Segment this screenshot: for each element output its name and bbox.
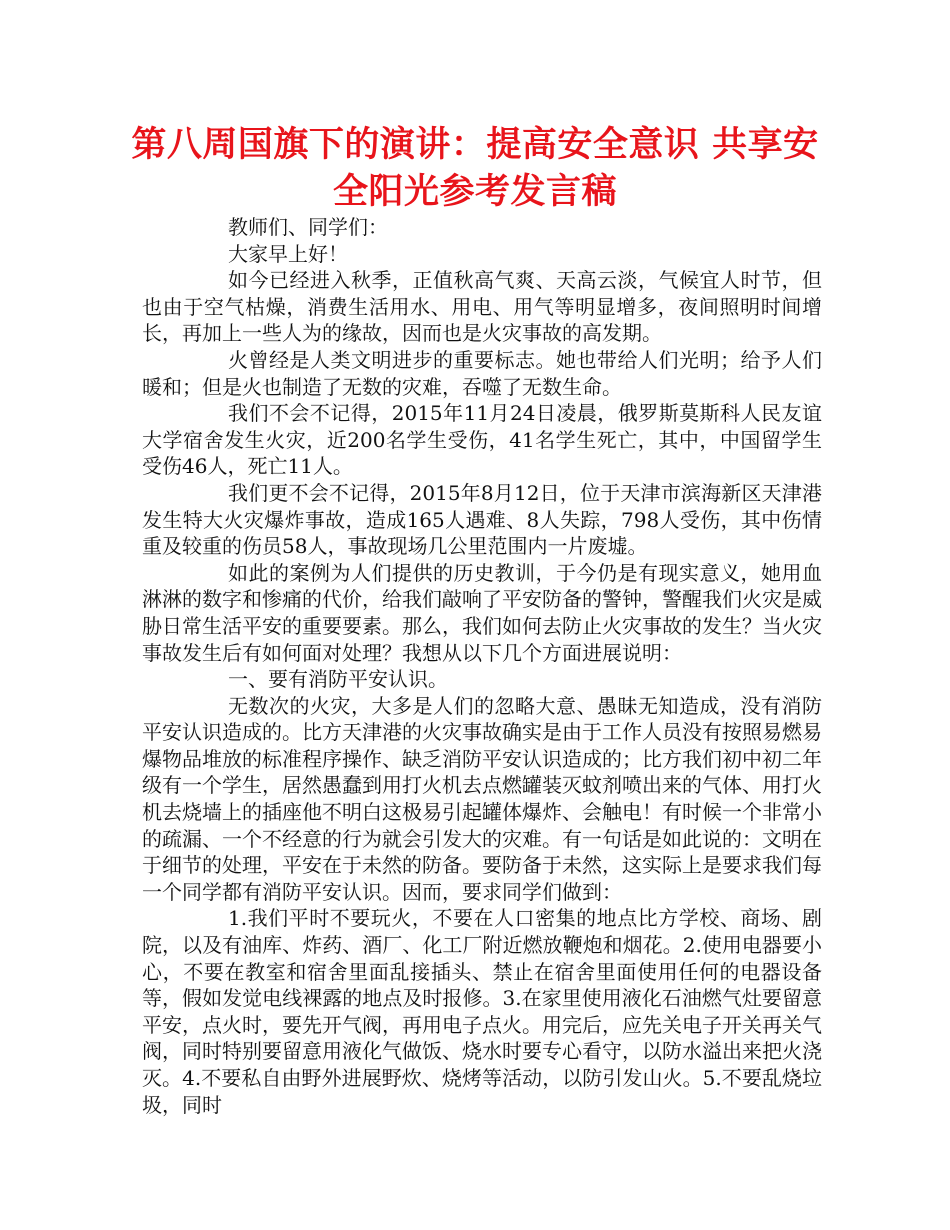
section-heading: 一、要有消防平安认识。	[228, 667, 448, 692]
body-paragraph: 火曾经是人类文明进步的重要标志。她也带给人们光明；给予人们暖和；但是火也制造了无数的灾难，吞噬了无数生命。	[142, 347, 822, 399]
body-paragraph: 如此的案例为人们提供的历史教训，于今仍是有现实意义，她用血淋淋的数字和惨痛的代价，给我们敲响了平安防备的警钟，警醒我们火灾是威胁日常生活平安的重要要素。那么，我们如何去防止火灾事故的发生？当火灾事故发生后有如何面对处理？我想从以下几个方面进展说明：	[142, 560, 822, 665]
body-paragraph: 我们不会不记得，2015年11月24日凌晨，俄罗斯莫斯科人民友谊大学宿舍发生火灾，近200名学生受伤，41名学生死亡，其中，中国留学生受伤46人，死亡11人。	[142, 401, 822, 479]
body-paragraph: 如今已经进入秋季，正值秋高气爽、天高云淡，气候宜人时节，但也由于空气枯燥，消费生活用水、用电、用气等明显增多，夜间照明时间增长，再加上一些人为的缘故，因而也是火灾事故的高发期。	[142, 268, 822, 346]
greeting-paragraph: 大家早上好！	[228, 241, 348, 266]
document-body	[142, 214, 822, 1118]
body-paragraph: 无数次的火灾，大多是人们的忽略大意、愚昧无知造成，没有消防平安认识造成的。比方天津港的火灾事故确实是由于工作人员没有按照易燃易爆物品堆放的标准程序操作、缺乏消防平安认识造成的；比方我们初中初二年级有一个学生，居然愚蠢到用打火机去点燃罐装灭蚊剂喷出来的气体、用打火机去烧墙上的插座他不明白这极易引起罐体爆炸、会触电！有时候一个非常小的疏漏、一个不经意的行为就会引发大的灾难。有一句话是如此说的：文明在于细节的处理，平安在于未然的防备。要防备于未然，这实际上是要求我们每一个同学都有消防平安认识。因而，要求同学们做到：	[142, 693, 822, 904]
document-title: 第八周国旗下的演讲：提高安全意识 共享安全阳光参考发言稿	[131, 125, 819, 212]
greeting-paragraph: 教师们、同学们：	[228, 215, 388, 239]
body-paragraph: 我们更不会不记得，2015年8月12日，位于天津市滨海新区天津港发生特大火灾爆炸事故，造成165人遇难、8人失踪，798人受伤，其中伤情重及较重的伤员58人，事故现场几公里范围内一片废墟。	[142, 480, 822, 559]
body-paragraph: 1.我们平时不要玩火，不要在人口密集的地点比方学校、商场、剧院，以及有油库、炸药、酒厂、化工厂附近燃放鞭炮和烟花。2.使用电器要小心，不要在教室和宿舍里面乱接插头、禁止在宿舍里面使用任何的电器设备等，假如发觉电线裸露的地点及时报修。3.在家里使用液化石油燃气灶要留意平安，点火时，要先开气阀，再用电子点火。用完后，应先关电子开关再关气阀，同时特别要留意用液化气做饭、烧水时要专心看守，以防水溢出来把火浇灭。4.不要私自由野外进展野炊、烧烤等活动，以防引发山火。5.不要乱烧垃圾，同时	[142, 906, 822, 1117]
